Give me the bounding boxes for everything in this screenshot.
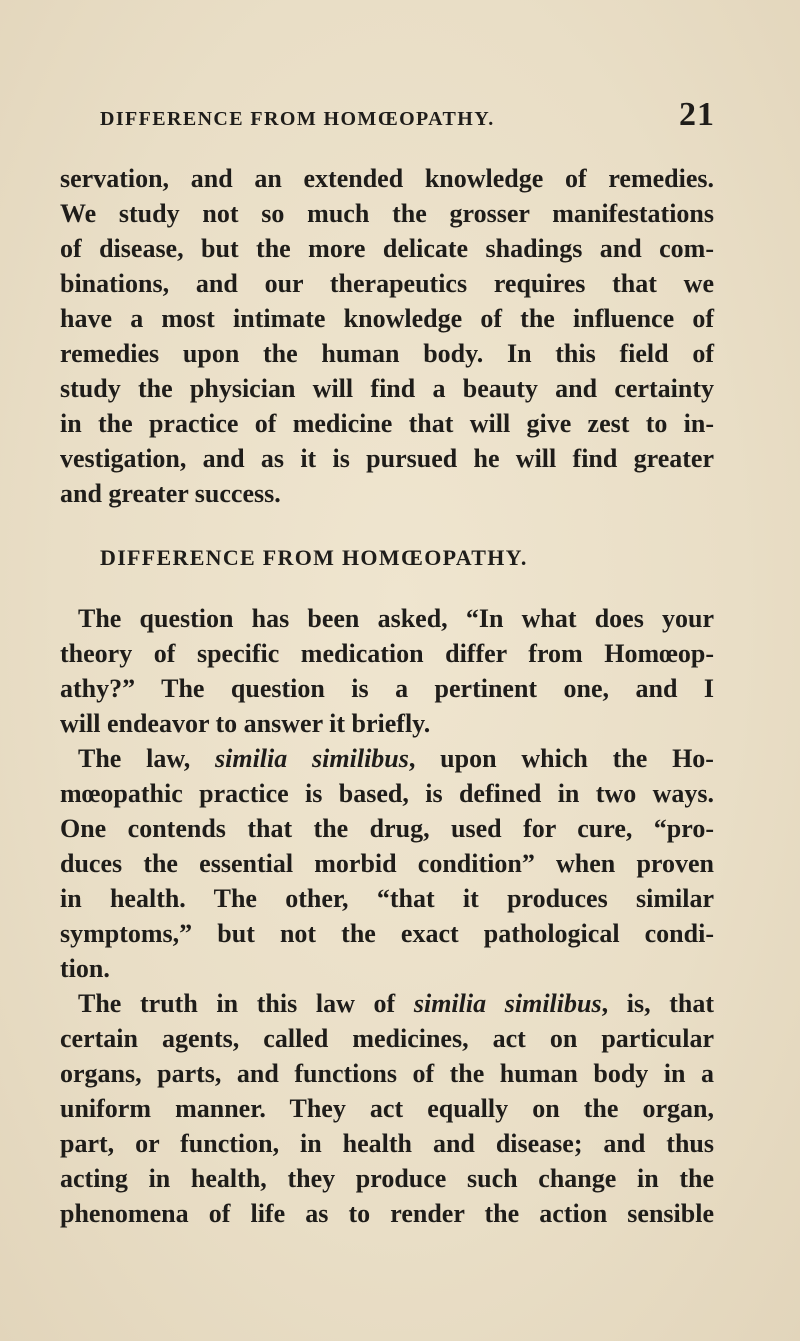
page-header	[100, 96, 715, 136]
text-line: have a most intimate knowledge of the influence of	[60, 304, 714, 333]
text-line: in health. The other, “that it produces similar	[60, 884, 714, 913]
text-line: part, or function, in health and disease; and thus	[60, 1129, 714, 1158]
paragraph-question	[60, 601, 714, 741]
text-line: One contends that the drug, used for cure, “pro-	[60, 814, 714, 843]
text-line: in the practice of medicine that will give zest to in-	[60, 409, 714, 438]
text-line: and greater success.	[60, 479, 281, 508]
text-line	[60, 986, 714, 1021]
text-line: theory of specific medication differ from Homœop-	[60, 639, 714, 668]
text-run: The law,	[78, 744, 216, 773]
text-line: certain agents, called medicines, act on particular	[60, 1024, 714, 1053]
text-line: The question has been asked, “In what does your	[78, 604, 714, 633]
text-line: phenomena of life as to render the action sensible	[60, 1199, 714, 1228]
text-line: binations, and our therapeutics requires that we	[60, 269, 714, 298]
paragraph-law	[60, 741, 714, 986]
text-line: athy?” The question is a pertinent one, and I	[60, 674, 714, 703]
section-heading: DIFFERENCE FROM HOMŒOPATHY.	[100, 545, 528, 570]
text-line: symptoms,” but not the exact pathological condi-	[60, 919, 714, 948]
text-line: vestigation, and as it is pursued he will find greater	[60, 444, 714, 473]
text-line: mœopathic practice is based, is defined in two ways.	[60, 779, 714, 808]
text-line: study the physician will find a beauty and certainty	[60, 374, 714, 403]
paragraph-continuation	[60, 161, 714, 511]
text-line: will endeavor to answer it briefly.	[60, 709, 431, 738]
text-line: duces the essential morbid condition” when proven	[60, 849, 714, 878]
paragraph-truth	[60, 986, 714, 1231]
text-run: , upon which the Ho-	[408, 744, 714, 773]
text-line	[60, 741, 714, 776]
text-line: servation, and an extended knowledge of remedies.	[60, 164, 714, 193]
text-line: tion.	[60, 954, 110, 983]
text-line: organs, parts, and functions of the human body in a	[60, 1059, 714, 1088]
running-head: DIFFERENCE FROM HOMŒOPATHY.	[100, 108, 495, 130]
text-line: remedies upon the human body. In this field of	[60, 339, 714, 368]
text-line: of disease, but the more delicate shadings and com-	[60, 234, 714, 263]
text-line: acting in health, they produce such change in the	[60, 1164, 714, 1193]
text-run: , is, that	[601, 989, 715, 1018]
body-text	[60, 161, 714, 1231]
text-run: The truth in this law of	[78, 989, 414, 1018]
latin-phrase: similia similibus	[215, 744, 409, 773]
page-number: 21	[679, 96, 715, 133]
text-line: We study not so much the grosser manifestations	[60, 199, 714, 228]
latin-phrase: similia similibus	[413, 989, 602, 1018]
text-line: uniform manner. They act equally on the organ,	[60, 1094, 714, 1123]
